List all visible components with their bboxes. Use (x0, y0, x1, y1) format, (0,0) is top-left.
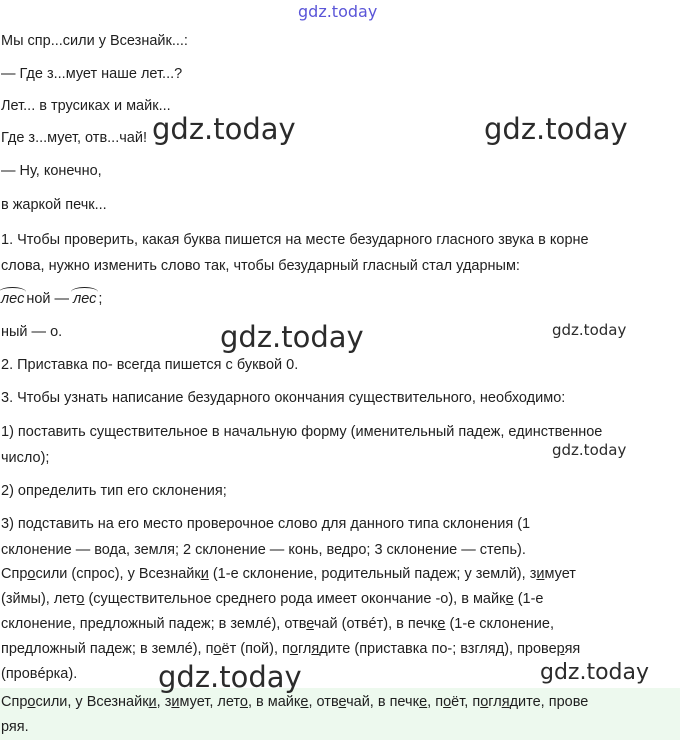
analysis-line: предложный падеж; в землé), поёт (пой), поглядите (приставка по-; взгляд), проверяя (1, 641, 581, 657)
watermark: gdz.today (220, 320, 364, 354)
analysis-line: (провéрка). (1, 666, 78, 682)
answer-line: Спросили, у Всезнайки, зимует, лето, в майке, отвечай, в печке, поёт, поглядите, прове (1, 694, 589, 710)
watermark: gdz.today (540, 660, 650, 685)
analysis-line: (зймы), лето (существительное среднего рода имеет окончание -о), в майке (1-е (1, 591, 544, 607)
watermark: gdz.today (552, 321, 627, 339)
watermark: gdz.today (158, 660, 302, 694)
poem-line: Мы спр...сили у Всезнайк...: (1, 33, 188, 49)
step-1-line: число); (1, 450, 50, 466)
poem-line: Лет... в трусиках и майк... (1, 98, 171, 114)
rule-3: 3. Чтобы узнать написание безударного окончания существительного, необходимо: (1, 390, 566, 406)
watermark: gdz.today (484, 112, 628, 146)
step-3-line: 3) подставить на его место проверочное слово для данного типа склонения (1 (1, 516, 531, 532)
root-example-line: ный — о. (1, 324, 63, 340)
rule-1-line: слова, нужно изменить слово так, чтобы безударный гласный стал ударным: (1, 258, 520, 274)
root-arc: лес (73, 291, 97, 307)
step-1-line: 1) поставить существительное в начальную форму (именительный падеж, единственное (1, 424, 603, 440)
step-3-line: склонение — вода, земля; 2 склонение — конь, ведро; 3 склонение — степь). (1, 542, 526, 558)
analysis-line: Спросили (спрос), у Всезнайки (1-е склонение, родительный падеж; у землй), зимует (1, 566, 576, 582)
watermark-top: gdz.today (298, 2, 378, 21)
rule-1-line: 1. Чтобы проверить, какая буква пишется на месте безударного гласного звука в корне (1, 232, 589, 248)
step-2: 2) определить тип его склонения; (1, 483, 227, 499)
root-arc: лес (1, 291, 25, 307)
rule-2: 2. Приставка по- всегда пишется с буквой 0. (1, 357, 299, 373)
poem-line: в жаркой печк... (1, 197, 107, 213)
answer-line: ряя. (1, 719, 29, 735)
poem-line: — Где з...мует наше лет...? (1, 66, 183, 82)
analysis-line: склонение, предложный падеж; в землé), отвечай (отвéт), в печке (1-е склонение, (1, 616, 554, 632)
watermark: gdz.today (552, 441, 627, 459)
watermark: gdz.today (152, 112, 296, 146)
root-example: лес ной — лес ; (1, 291, 103, 307)
poem-line: — Ну, конечно, (1, 163, 102, 179)
poem-line: Где з...мует, отв...чай! (1, 130, 147, 146)
